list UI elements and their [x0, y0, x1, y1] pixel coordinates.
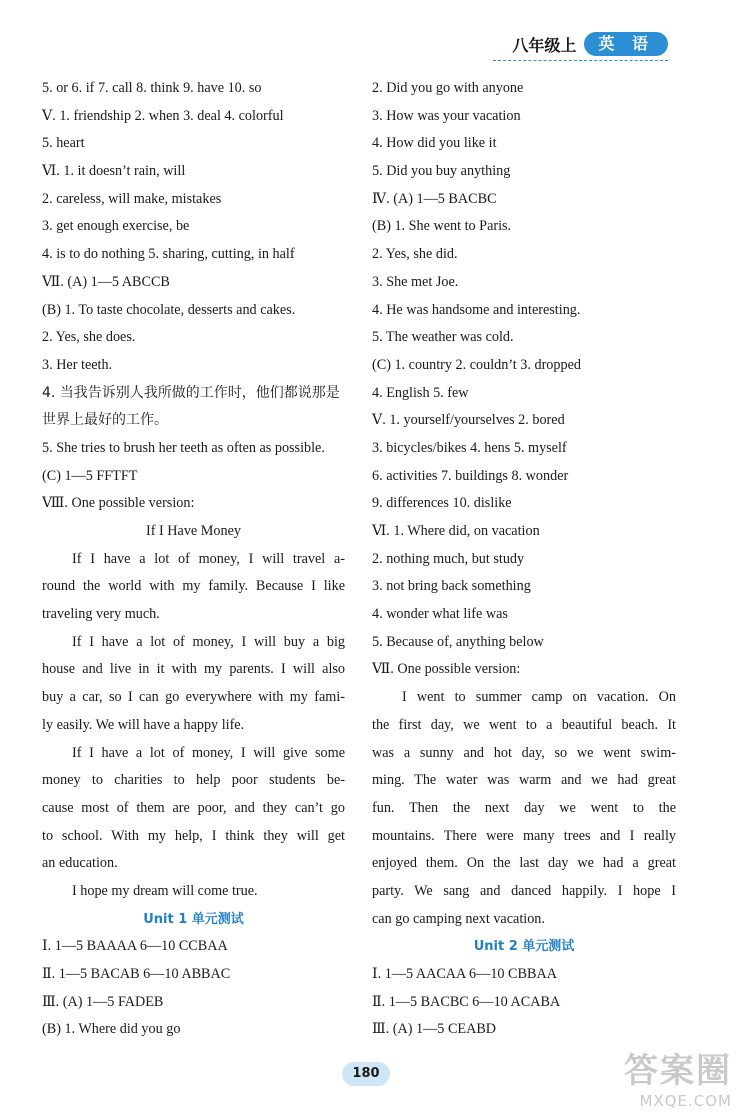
answer-line: 3. How was your vacation	[372, 107, 521, 124]
answer-line: Ⅳ. (A) 1—5 BACBC	[372, 190, 497, 207]
answer-line: Ⅱ. 1—5 BACAB 6—10 ABBAC	[42, 966, 231, 982]
left-answer-column	[42, 75, 345, 1044]
answer-line: 4. English 5. few	[372, 384, 469, 401]
watermark-logo: 答案圈	[624, 1051, 732, 1091]
essay-title: If I Have Money	[146, 523, 241, 539]
answer-line: buy a car, so I can go everywhere with my fami-	[42, 689, 345, 706]
unit-heading: Unit 2 单元测试	[473, 939, 575, 955]
answer-line: 3. bicycles/bikes 4. hens 5. myself	[372, 439, 567, 456]
answer-line: 3. get enough exercise, be	[42, 218, 190, 235]
watermark-url: MXQE.COM	[639, 1092, 732, 1110]
answer-line: Ⅲ. (A) 1—5 CEABD	[372, 1021, 497, 1038]
answer-line: 5. She tries to brush her teeth as often as possible.	[42, 439, 325, 456]
unit-heading: Unit 1 单元测试	[143, 911, 244, 927]
answer-line: 5. heart	[42, 135, 85, 152]
answer-line: Ⅷ. One possible version:	[42, 495, 195, 512]
answer-line: 6. activities 7. buildings 8. wonder	[372, 467, 569, 484]
answer-line: party. We sang and danced happily. I hope I	[372, 882, 676, 899]
answer-line: cause most of them are poor, and they can’t go	[42, 799, 345, 816]
answer-line: the first day, we went to a beautiful beach. It	[372, 716, 676, 733]
answer-line: Ⅶ. One possible version:	[372, 661, 521, 678]
answer-line: 2. Yes, she did.	[372, 246, 458, 263]
answer-line: Ⅰ. 1—5 BAAAA 6—10 CCBAA	[42, 938, 228, 955]
answer-line: (B) 1. Where did you go	[42, 1021, 181, 1038]
answer-line: can go camping next vacation.	[372, 910, 545, 927]
answer-line: 2. careless, will make, mistakes	[42, 190, 222, 207]
answer-line: to school. With my help, I think they will get	[42, 827, 345, 844]
answer-line: If I have a lot of money, I will travel a-	[72, 550, 345, 567]
answer-line: traveling very much.	[42, 606, 160, 623]
answer-line: ly easily. We will have a happy life.	[42, 716, 245, 733]
answer-line: fun. Then the next day we went to the	[372, 799, 676, 816]
answer-line: 5. Because of, anything below	[372, 633, 544, 650]
answer-line: 4. wonder what life was	[372, 606, 508, 623]
answer-line: 3. Her teeth.	[42, 356, 113, 373]
answer-line: was a sunny and hot day, so we went swim-	[372, 744, 676, 761]
answer-line: house and live in it with my parents. I will also	[42, 661, 345, 678]
answer-line: 3. She met Joe.	[372, 273, 459, 290]
answer-line: Ⅴ. 1. friendship 2. when 3. deal 4. colorful	[42, 107, 284, 124]
answer-line: I went to summer camp on vacation. On	[402, 689, 676, 706]
answer-line: Ⅰ. 1—5 AACAA 6—10 CBBAA	[372, 966, 557, 982]
subject-badge: 英 语	[584, 32, 668, 56]
answer-line: 5. The weather was cold.	[372, 329, 514, 346]
answer-line: (C) 1. country 2. couldn’t 3. dropped	[372, 356, 581, 373]
right-answer-column	[372, 75, 676, 1044]
answer-line: Ⅱ. 1—5 BACBC 6—10 ACABA	[372, 993, 561, 1010]
answer-line: Ⅲ. (A) 1—5 FADEB	[42, 993, 164, 1010]
answer-line: (B) 1. To taste chocolate, desserts and cakes.	[42, 301, 296, 318]
watermark	[624, 1043, 732, 1110]
answer-line: I hope my dream will come true.	[72, 882, 258, 899]
answer-line: Ⅴ. 1. yourself/yourselves 2. bored	[372, 412, 565, 429]
answer-line: round the world with my family. Because I like	[42, 578, 345, 595]
answer-line: 5. Did you buy anything	[372, 163, 511, 180]
answer-line: 3. not bring back something	[372, 578, 531, 595]
answer-line: 9. differences 10. dislike	[372, 495, 512, 512]
header-divider	[493, 60, 668, 61]
grade-label: 八年级上	[512, 35, 577, 55]
answer-line: enjoyed them. On the last day we had a great	[372, 855, 676, 872]
answer-line: Ⅵ. 1. Where did, on vacation	[372, 523, 540, 539]
answer-line: 2. Yes, she does.	[42, 329, 136, 346]
answer-line: money to charities to help poor students be-	[42, 772, 345, 789]
answer-line: an education.	[42, 855, 118, 872]
answer-line: mountains. There were many trees and I really	[372, 827, 676, 844]
answer-line: (B) 1. She went to Paris.	[372, 218, 512, 235]
page-number: 180	[342, 1062, 390, 1086]
answer-line: 4. 当我告诉别人我所做的工作时，他们都说那是	[42, 384, 340, 401]
answer-line: 4. He was handsome and interesting.	[372, 301, 581, 318]
answer-line: 2. nothing much, but study	[372, 550, 525, 567]
page-header	[512, 28, 668, 60]
answer-line: Ⅶ. (A) 1—5 ABCCB	[42, 273, 170, 290]
answer-line: (C) 1—5 FFTFT	[42, 467, 138, 484]
answer-line: 4. How did you like it	[372, 135, 497, 152]
answer-line: Ⅵ. 1. it doesn’t rain, will	[42, 163, 186, 180]
answer-line: 世界上最好的工作。	[42, 412, 168, 429]
answer-line: ming. The water was warm and we had great	[372, 772, 676, 789]
answer-line: 2. Did you go with anyone	[372, 80, 524, 96]
answer-line: If I have a lot of money, I will buy a big	[72, 633, 345, 650]
answer-line: If I have a lot of money, I will give some	[72, 744, 345, 761]
answer-line: 5. or 6. if 7. call 8. think 9. have 10. so	[42, 80, 262, 96]
answer-line: 4. is to do nothing 5. sharing, cutting, in half	[42, 246, 295, 263]
